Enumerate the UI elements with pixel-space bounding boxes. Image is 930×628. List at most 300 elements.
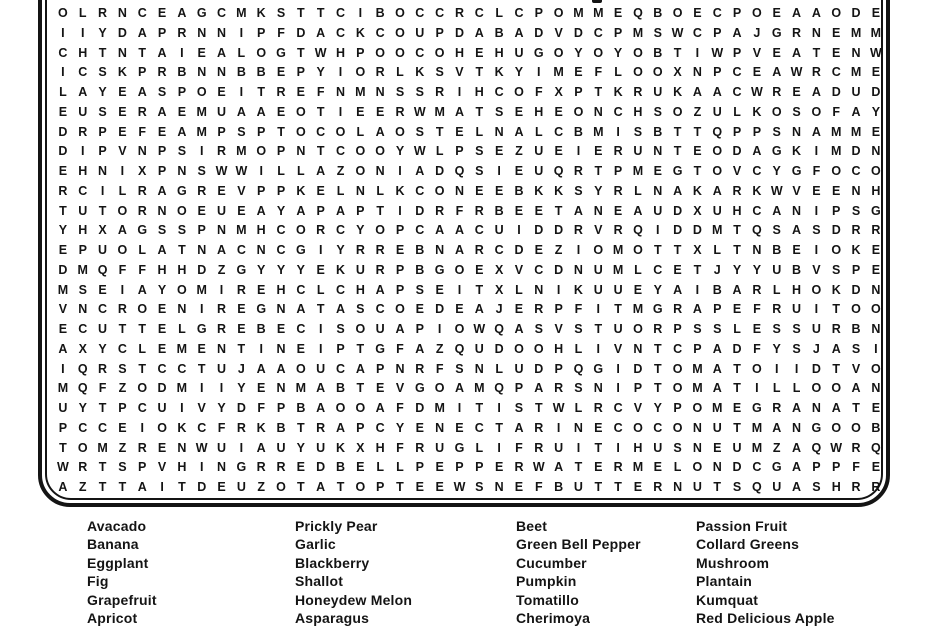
grid-letter: T bbox=[594, 440, 603, 455]
grid-letter: T bbox=[733, 361, 741, 376]
grid-letter: C bbox=[335, 282, 346, 297]
grid-letter: I bbox=[695, 45, 700, 60]
grid-letter: A bbox=[454, 223, 464, 238]
grid-letter: F bbox=[534, 480, 543, 494]
grid-letter: T bbox=[138, 322, 147, 336]
grid-letter: O bbox=[692, 401, 703, 415]
grid-letter: N bbox=[593, 104, 603, 119]
grid-letter: O bbox=[633, 243, 643, 257]
grid-letter: A bbox=[296, 302, 306, 317]
grid-letter: A bbox=[811, 6, 821, 20]
grid-letter: N bbox=[375, 164, 385, 178]
grid-letter: L bbox=[574, 401, 583, 415]
grid-letter: Q bbox=[494, 381, 504, 396]
grid-letter: R bbox=[593, 401, 603, 415]
grid-letter: Q bbox=[633, 223, 643, 238]
grid-letter: I bbox=[180, 401, 184, 415]
grid-letter: B bbox=[573, 124, 583, 139]
grid-row bbox=[53, 261, 886, 281]
word-list-item: Green Bell Pepper bbox=[516, 536, 641, 553]
grid-letter: K bbox=[494, 65, 504, 80]
grid-letter: E bbox=[713, 440, 722, 455]
grid-letter: K bbox=[752, 183, 762, 198]
grid-letter: R bbox=[197, 183, 207, 198]
grid-letter: M bbox=[236, 223, 247, 238]
grid-letter: N bbox=[851, 45, 861, 60]
grid-letter: O bbox=[355, 322, 366, 336]
grid-letter: U bbox=[712, 420, 722, 435]
grid-letter: I bbox=[81, 25, 85, 40]
grid-letter: T bbox=[594, 480, 603, 494]
grid-letter: O bbox=[871, 164, 881, 178]
grid-letter: D bbox=[534, 361, 544, 376]
grid-letter: E bbox=[871, 460, 881, 475]
grid-letter: T bbox=[693, 262, 702, 277]
grid-letter: E bbox=[415, 302, 424, 317]
grid-letter: P bbox=[554, 361, 563, 376]
grid-letter: Q bbox=[77, 381, 88, 396]
grid-letter: Y bbox=[395, 144, 405, 159]
grid-letter: N bbox=[871, 322, 881, 336]
grid-letter: S bbox=[415, 85, 424, 99]
grid-letter: G bbox=[196, 6, 207, 20]
grid-letter: E bbox=[157, 341, 167, 356]
grid-letter: O bbox=[256, 144, 267, 159]
grid-letter: O bbox=[295, 361, 306, 376]
grid-letter: A bbox=[792, 480, 802, 494]
grid-letter: E bbox=[217, 183, 226, 198]
grid-letter: L bbox=[574, 341, 583, 356]
grid-letter: T bbox=[653, 341, 662, 356]
grid-letter: M bbox=[196, 104, 207, 119]
word-list-column bbox=[516, 517, 641, 628]
grid-letter: E bbox=[594, 460, 603, 475]
grid-letter: R bbox=[98, 361, 108, 376]
grid-letter: T bbox=[138, 45, 147, 60]
grid-letter: M bbox=[434, 401, 445, 415]
grid-letter: L bbox=[237, 45, 246, 60]
grid-letter: Q bbox=[871, 440, 881, 455]
grid-letter: P bbox=[98, 124, 107, 139]
grid-row bbox=[53, 320, 886, 340]
grid-letter: I bbox=[874, 341, 878, 356]
grid-letter: O bbox=[196, 85, 207, 99]
grid-letter: G bbox=[454, 440, 465, 455]
grid-letter: R bbox=[653, 322, 663, 336]
grid-letter: E bbox=[812, 183, 821, 198]
grid-letter: I bbox=[457, 282, 462, 297]
grid-letter: X bbox=[78, 341, 87, 356]
grid-letter: N bbox=[792, 203, 802, 218]
grid-letter: C bbox=[653, 420, 663, 435]
word-list-column bbox=[87, 517, 157, 628]
grid-letter: O bbox=[375, 223, 386, 238]
grid-letter: M bbox=[831, 144, 842, 159]
grid-letter: A bbox=[157, 243, 167, 257]
grid-letter: O bbox=[276, 480, 286, 494]
grid-letter: E bbox=[693, 6, 702, 20]
grid-letter: S bbox=[98, 104, 107, 119]
grid-letter: Q bbox=[454, 341, 465, 356]
grid-letter: Y bbox=[395, 420, 405, 435]
grid-letter: V bbox=[851, 361, 861, 376]
grid-letter: D bbox=[534, 223, 544, 238]
grid-letter: Z bbox=[693, 104, 702, 119]
grid-letter: Q bbox=[752, 480, 762, 494]
word-list-item: Tomatillo bbox=[516, 591, 579, 608]
grid-letter: P bbox=[415, 322, 424, 336]
grid-letter: O bbox=[375, 144, 386, 159]
grid-letter: H bbox=[871, 183, 881, 198]
grid-letter: M bbox=[612, 243, 624, 257]
grid-letter: U bbox=[375, 322, 385, 336]
grid-letter: P bbox=[138, 65, 147, 80]
grid-letter: E bbox=[514, 302, 524, 317]
word-list-item: Blackberry bbox=[295, 554, 370, 571]
grid-letter: U bbox=[653, 440, 663, 455]
grid-letter: C bbox=[494, 85, 504, 99]
grid-letter: K bbox=[534, 183, 544, 198]
grid-letter: N bbox=[78, 302, 88, 317]
grid-letter: N bbox=[792, 420, 802, 435]
grid-letter: C bbox=[474, 6, 484, 20]
grid-letter: D bbox=[494, 341, 504, 356]
grid-letter: T bbox=[673, 45, 682, 60]
grid-letter: M bbox=[692, 361, 703, 376]
grid-letter: Y bbox=[78, 401, 87, 415]
grid-letter: O bbox=[752, 6, 762, 20]
grid-letter: D bbox=[673, 203, 683, 218]
grid-letter: N bbox=[871, 381, 881, 396]
grid-letter: L bbox=[515, 282, 523, 297]
grid-letter: M bbox=[632, 164, 644, 178]
grid-letter: U bbox=[653, 85, 663, 99]
grid-letter: Q bbox=[454, 164, 465, 178]
grid-letter: N bbox=[792, 124, 802, 139]
grid-letter: T bbox=[396, 480, 404, 494]
grid-letter: N bbox=[435, 243, 445, 257]
grid-letter: N bbox=[217, 25, 227, 40]
grid-row bbox=[53, 360, 886, 380]
grid-letter: P bbox=[732, 45, 742, 60]
grid-letter: L bbox=[713, 243, 722, 257]
grid-letter: Y bbox=[98, 25, 107, 40]
grid-letter: N bbox=[653, 183, 663, 198]
grid-letter: K bbox=[752, 104, 762, 119]
grid-letter: A bbox=[772, 420, 782, 435]
grid-letter: T bbox=[495, 420, 503, 435]
grid-letter: S bbox=[177, 223, 187, 238]
grid-letter: A bbox=[58, 341, 68, 356]
grid-letter: Y bbox=[276, 203, 286, 218]
grid-letter: P bbox=[574, 85, 583, 99]
grid-letter: E bbox=[197, 45, 206, 60]
grid-letter: A bbox=[851, 104, 861, 119]
grid-row bbox=[53, 458, 886, 478]
grid-letter: P bbox=[673, 322, 682, 336]
grid-letter: G bbox=[236, 262, 247, 277]
grid-letter: R bbox=[137, 183, 147, 198]
grid-letter: P bbox=[455, 144, 464, 159]
grid-letter: S bbox=[118, 460, 127, 475]
grid-letter: D bbox=[296, 25, 306, 40]
grid-letter: O bbox=[395, 25, 405, 40]
grid-letter: S bbox=[653, 25, 662, 40]
grid-letter: J bbox=[495, 302, 503, 317]
grid-letter: M bbox=[831, 124, 842, 139]
grid-letter: D bbox=[851, 282, 861, 297]
grid-letter: Y bbox=[316, 65, 325, 80]
grid-letter: C bbox=[98, 420, 108, 435]
grid-letter: E bbox=[832, 25, 841, 40]
grid-letter: T bbox=[297, 420, 305, 435]
grid-letter: G bbox=[811, 420, 822, 435]
grid-letter: A bbox=[851, 381, 861, 396]
grid-letter: X bbox=[494, 282, 504, 297]
grid-letter: Y bbox=[772, 341, 781, 356]
grid-letter: I bbox=[318, 322, 323, 336]
grid-letter: B bbox=[256, 65, 266, 80]
grid-letter: S bbox=[475, 164, 484, 178]
grid-letter: A bbox=[316, 381, 326, 396]
grid-letter: R bbox=[752, 282, 762, 297]
grid-letter: R bbox=[851, 440, 861, 455]
grid-letter: B bbox=[851, 322, 861, 336]
grid-letter: I bbox=[160, 480, 164, 494]
grid-letter: O bbox=[335, 124, 346, 139]
word-list-item: Beet bbox=[516, 518, 548, 534]
grid-letter: T bbox=[356, 341, 365, 356]
grid-letter: B bbox=[772, 243, 782, 257]
grid-letter: B bbox=[335, 381, 346, 396]
grid-row bbox=[53, 103, 886, 123]
grid-letter: C bbox=[78, 322, 88, 336]
grid-letter: B bbox=[494, 203, 504, 218]
grid-letter: N bbox=[296, 144, 306, 159]
grid-letter: N bbox=[811, 25, 821, 40]
grid-letter: W bbox=[830, 440, 843, 455]
grid-letter: O bbox=[831, 6, 842, 20]
grid-letter: G bbox=[771, 144, 782, 159]
grid-letter: U bbox=[58, 401, 68, 415]
grid-letter: P bbox=[276, 144, 286, 159]
grid-letter: P bbox=[296, 65, 306, 80]
grid-letter: D bbox=[573, 25, 583, 40]
grid-row bbox=[53, 63, 886, 83]
grid-letter: R bbox=[772, 401, 782, 415]
grid-letter: G bbox=[276, 45, 286, 60]
grid-letter: T bbox=[316, 302, 325, 317]
grid-letter: M bbox=[295, 381, 307, 396]
grid-letter: A bbox=[712, 361, 722, 376]
grid-row bbox=[53, 340, 886, 360]
grid-letter: A bbox=[58, 480, 68, 494]
grid-letter: C bbox=[415, 223, 425, 238]
grid-letter: E bbox=[494, 144, 504, 159]
grid-letter: A bbox=[157, 45, 167, 60]
grid-letter: L bbox=[673, 460, 682, 475]
grid-letter: A bbox=[435, 223, 445, 238]
grid-letter: S bbox=[693, 322, 702, 336]
grid-letter: B bbox=[653, 45, 663, 60]
grid-letter: Q bbox=[811, 440, 822, 455]
grid-letter: H bbox=[534, 104, 544, 119]
grid-letter: O bbox=[295, 223, 306, 238]
grid-letter: P bbox=[554, 302, 563, 317]
grid-letter: P bbox=[534, 6, 543, 20]
grid-row bbox=[53, 399, 886, 419]
grid-letter: H bbox=[355, 282, 365, 297]
grid-letter: I bbox=[318, 243, 323, 257]
grid-letter: K bbox=[355, 25, 365, 40]
grid-letter: A bbox=[375, 401, 385, 415]
grid-letter: A bbox=[355, 361, 365, 376]
grid-letter: E bbox=[118, 420, 127, 435]
grid-letter: E bbox=[415, 480, 424, 494]
grid-letter: P bbox=[58, 420, 68, 435]
word-list-item: Banana bbox=[87, 536, 139, 553]
grid-letter: T bbox=[316, 6, 325, 20]
grid-letter: U bbox=[514, 45, 524, 60]
grid-letter: H bbox=[276, 282, 286, 297]
grid-letter: T bbox=[673, 243, 682, 257]
grid-letter: W bbox=[235, 164, 248, 178]
grid-letter: Y bbox=[772, 164, 781, 178]
grid-letter: M bbox=[57, 282, 69, 297]
grid-letter: A bbox=[673, 183, 683, 198]
grid-letter: K bbox=[335, 262, 346, 277]
grid-letter: O bbox=[871, 361, 881, 376]
grid-letter: M bbox=[593, 124, 604, 139]
grid-letter: O bbox=[256, 45, 267, 60]
grid-letter: P bbox=[812, 460, 821, 475]
grid-letter: M bbox=[850, 124, 862, 139]
grid-letter: R bbox=[514, 460, 524, 475]
grid-letter: P bbox=[118, 401, 127, 415]
grid-letter: L bbox=[475, 124, 484, 139]
grid-letter: M bbox=[176, 381, 188, 396]
word-list-item: Plantain bbox=[696, 573, 753, 590]
grid-row bbox=[53, 202, 886, 222]
grid-letter: M bbox=[97, 440, 108, 455]
grid-letter: E bbox=[177, 104, 187, 119]
grid-letter: X bbox=[554, 85, 563, 99]
grid-letter: A bbox=[137, 480, 147, 494]
word-list-item: Shallot bbox=[295, 573, 344, 590]
grid-letter: X bbox=[98, 223, 107, 238]
grid-letter: L bbox=[178, 322, 186, 336]
grid-letter: L bbox=[495, 361, 503, 376]
grid-letter: E bbox=[752, 65, 762, 80]
grid-letter: A bbox=[732, 25, 742, 40]
grid-letter: A bbox=[157, 104, 167, 119]
grid-letter: R bbox=[355, 243, 365, 257]
grid-letter: V bbox=[118, 144, 127, 159]
grid-letter: A bbox=[514, 322, 524, 336]
grid-letter: P bbox=[157, 25, 167, 40]
grid-letter: A bbox=[534, 381, 544, 396]
grid-letter: T bbox=[98, 480, 107, 494]
grid-letter: T bbox=[653, 243, 662, 257]
grid-letter: P bbox=[276, 401, 286, 415]
grid-letter: O bbox=[514, 85, 524, 99]
grid-letter: C bbox=[236, 243, 246, 257]
grid-letter: N bbox=[98, 164, 108, 178]
grid-letter: Z bbox=[118, 381, 127, 396]
grid-letter: N bbox=[276, 302, 286, 317]
grid-letter: E bbox=[157, 124, 167, 139]
grid-letter: N bbox=[454, 183, 464, 198]
grid-letter: D bbox=[633, 361, 643, 376]
grid-letter: I bbox=[596, 302, 601, 317]
grid-letter: S bbox=[772, 322, 781, 336]
grid-letter: Z bbox=[118, 440, 127, 455]
grid-letter: W bbox=[869, 45, 882, 60]
grid-letter: U bbox=[78, 104, 88, 119]
grid-letter: T bbox=[316, 104, 325, 119]
grid-letter: Y bbox=[653, 401, 662, 415]
grid-letter: A bbox=[256, 104, 266, 119]
grid-letter: O bbox=[514, 341, 524, 356]
grid-letter: W bbox=[57, 460, 69, 475]
grid-letter: Z bbox=[336, 164, 345, 178]
grid-letter: G bbox=[375, 341, 386, 356]
grid-letter: Q bbox=[97, 262, 108, 277]
grid-letter: E bbox=[871, 65, 881, 80]
grid-letter: P bbox=[832, 203, 841, 218]
grid-letter: E bbox=[554, 104, 563, 119]
grid-letter: A bbox=[514, 124, 524, 139]
grid-letter: C bbox=[435, 6, 445, 20]
grid-letter: A bbox=[256, 203, 266, 218]
grid-letter: E bbox=[514, 480, 524, 494]
grid-letter: R bbox=[792, 25, 802, 40]
grid-letter: T bbox=[98, 460, 107, 475]
grid-letter: M bbox=[196, 282, 207, 297]
grid-letter: M bbox=[434, 104, 445, 119]
grid-letter: E bbox=[772, 6, 781, 20]
grid-letter: O bbox=[434, 183, 445, 198]
grid-letter: R bbox=[851, 480, 861, 494]
grid-letter: T bbox=[594, 164, 603, 178]
grid-letter: E bbox=[832, 45, 841, 60]
grid-letter: O bbox=[553, 6, 564, 20]
grid-letter: E bbox=[475, 183, 484, 198]
grid-letter: T bbox=[475, 104, 484, 119]
grid-letter: W bbox=[314, 45, 327, 60]
grid-letter: A bbox=[474, 25, 484, 40]
grid-letter: O bbox=[831, 420, 842, 435]
grid-letter: L bbox=[138, 341, 147, 356]
grid-letter: A bbox=[395, 322, 405, 336]
grid-letter: R bbox=[316, 223, 326, 238]
grid-letter: H bbox=[474, 85, 484, 99]
grid-letter: C bbox=[415, 45, 425, 60]
grid-letter: R bbox=[851, 223, 861, 238]
grid-letter: R bbox=[871, 480, 881, 494]
grid-letter: I bbox=[398, 203, 402, 218]
grid-letter: K bbox=[395, 183, 405, 198]
grid-letter: H bbox=[454, 45, 464, 60]
grid-letter: P bbox=[613, 164, 623, 178]
grid-letter: I bbox=[120, 282, 125, 297]
grid-letter: F bbox=[574, 302, 583, 317]
grid-letter: X bbox=[693, 203, 702, 218]
grid-letter: O bbox=[593, 45, 604, 60]
grid-letter: A bbox=[792, 440, 802, 455]
grid-letter: R bbox=[613, 183, 623, 198]
grid-letter: R bbox=[375, 262, 385, 277]
